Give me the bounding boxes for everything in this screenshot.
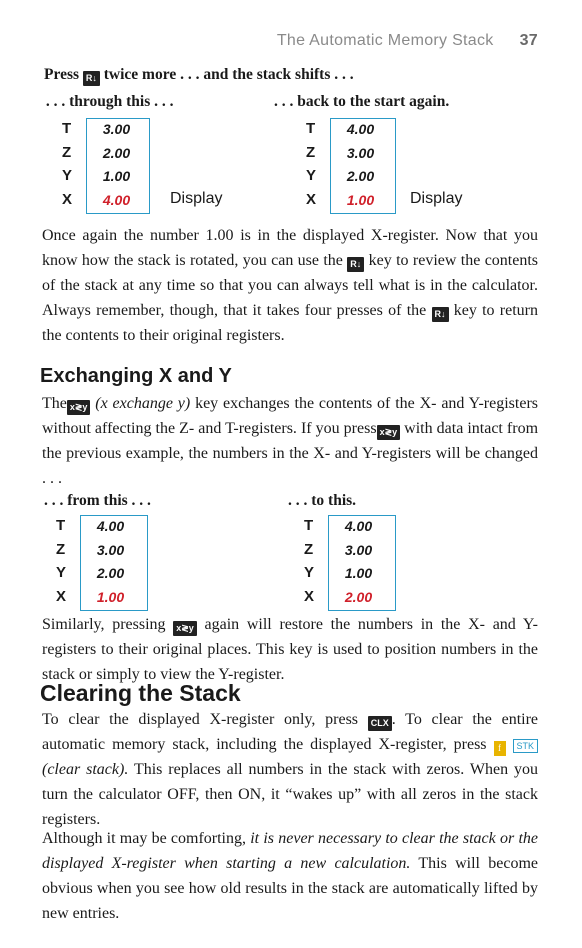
para4-italic: (clear stack). [42, 761, 129, 778]
register-value: 3.00 [344, 542, 373, 558]
roll-down-key-icon: R↓ [83, 71, 100, 86]
para5-text-b: This will become obvious when you see how old results in the stack are automatically lifted by new entries. [42, 855, 538, 922]
register-value-x: 2.00 [344, 589, 373, 605]
register-value: 1.00 [344, 565, 373, 581]
para2-text-b: key exchanges the contents of the X- and Y-registers without affecting the Z- and T-registers. If you press [42, 395, 538, 437]
running-header [277, 32, 538, 50]
intro-line [44, 66, 354, 86]
para5-text-a: Although it may be comforting, [42, 830, 246, 847]
register-label: T [56, 517, 66, 534]
register-label: Y [304, 564, 315, 581]
display-label-1: Display [170, 190, 223, 207]
register-value: 4.00 [344, 518, 373, 534]
register-value-x: 1.00 [346, 192, 375, 208]
register-label: X [304, 588, 315, 605]
register-value: 1.00 [102, 168, 131, 184]
register-label: Z [56, 541, 66, 558]
through-caption: . . . through this . . . [42, 93, 174, 110]
clear-x-key-icon: CLX [368, 716, 392, 731]
register-value: 3.00 [102, 121, 131, 137]
register-label: X [56, 588, 67, 605]
register-label: Y [306, 167, 317, 184]
para5-italic: it is never necessary to clear the stack or the displayed X-register when starting a new calculation. [42, 830, 538, 872]
para2-text-a: The [42, 395, 67, 412]
register-value: 2.00 [346, 168, 375, 184]
para2-text-c: with data intact from the previous example, the numbers in the X- and Y-registers will be changed . . . [42, 420, 539, 487]
register-value: 4.00 [96, 518, 125, 534]
register-label: Z [62, 144, 72, 161]
x-exchange-y-key-icon: x≷y [173, 621, 197, 636]
register-label: T [304, 517, 314, 534]
stack-after-exchange [304, 515, 404, 615]
register-label: T [62, 120, 72, 137]
para1-text-b: key to review the contents of the stack at any time so that you can always tell what is in the calculator. Always remember, though, that it takes four presses of the [42, 252, 539, 319]
paragraph-clearing [42, 707, 538, 832]
para3-text-a: Similarly, pressing [42, 616, 166, 633]
register-label: Z [306, 144, 316, 161]
para1-text-c: key to return the contents to their original registers. [42, 302, 539, 344]
register-label: X [306, 191, 317, 208]
paragraph-exchange [42, 391, 538, 491]
x-exchange-y-key-icon: x≷y [377, 425, 401, 440]
intro-press: Press [44, 66, 80, 83]
register-value: 2.00 [96, 565, 125, 581]
x-exchange-y-key-icon: x≷y [67, 400, 91, 415]
para4-text-c: This replaces all numbers in the stack with zeros. When you turn the calculator OFF, then ON, it “wakes up” with all zeros in the stack registers. [42, 761, 538, 828]
register-label: Y [56, 564, 67, 581]
para1-text-a: Once again the number 1.00 is in the displayed X-register. Now that you know how the stack is rotated, you can use the [42, 227, 538, 269]
page-number: 37 [519, 32, 538, 49]
register-value-x: 1.00 [96, 589, 125, 605]
f-prefix-key-icon: f [494, 741, 506, 756]
to-caption: . . . to this. [288, 492, 357, 509]
stack-before [62, 118, 162, 218]
paragraph-comforting [42, 826, 538, 926]
para3-text-b: again will restore the numbers in the X- and Y-registers to their original places. This key is used to position numbers in the stack or simply to view the Y-register. [42, 616, 539, 683]
paragraph-rotate [42, 223, 538, 348]
register-value: 4.00 [346, 121, 375, 137]
roll-down-key-icon: R↓ [432, 307, 449, 322]
section-heading-clearing: Clearing the Stack [40, 680, 241, 706]
register-label: X [62, 191, 73, 208]
from-caption: . . . from this . . . [44, 492, 151, 509]
register-label: Z [304, 541, 314, 558]
display-label-2: Display [410, 190, 463, 207]
stack-before-exchange [56, 515, 156, 615]
header-title: The Automatic Memory Stack [276, 32, 494, 49]
back-caption: . . . back to the start again. [274, 93, 450, 110]
register-value: 3.00 [346, 145, 375, 161]
register-value-x: 4.00 [102, 192, 131, 208]
para4-text-a: To clear the displayed X-register only, press [42, 711, 359, 728]
intro-rest: twice more . . . and the stack shifts . . . [103, 66, 354, 83]
para4-text-b: . To clear the entire automatic memory stack, including the displayed X-register, press [42, 711, 539, 753]
clear-stack-key-icon: STK [513, 739, 539, 753]
register-label: T [306, 120, 316, 137]
register-value: 2.00 [102, 145, 131, 161]
roll-down-key-icon: R↓ [347, 257, 364, 272]
para2-italic: (x exchange y) [95, 395, 191, 412]
register-label: Y [62, 167, 73, 184]
stack-after [306, 118, 406, 218]
section-heading-exchange: Exchanging X and Y [40, 365, 232, 387]
paragraph-restore [42, 612, 538, 687]
register-value: 3.00 [96, 542, 125, 558]
